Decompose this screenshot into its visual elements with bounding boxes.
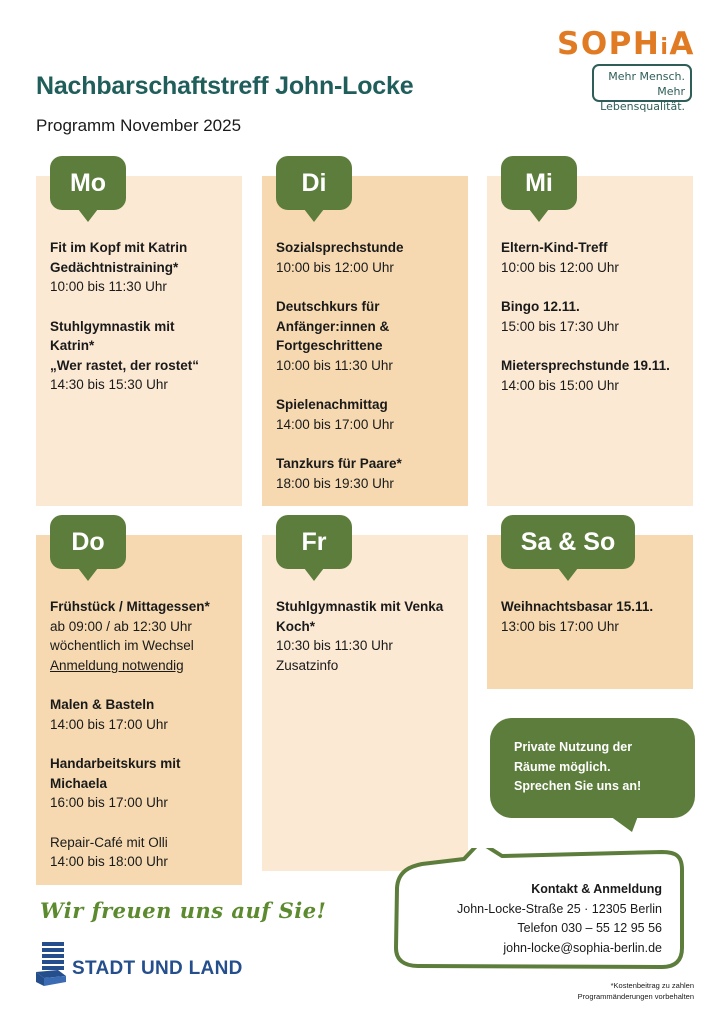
page-title: Nachbarschaftstreff John-Locke: [36, 72, 414, 100]
event-item: Stuhlgymnastik mit Venka Koch* 10:30 bis 11:30 Uhr Zusatzinfo: [276, 599, 444, 673]
event-item: Tanzkurs für Paare* 18:00 bis 19:30 Uhr: [276, 456, 402, 491]
day-badge-weekend: Sa & So: [501, 515, 635, 569]
event-item: Frühstück / Mittagessen* ab 09:00 / ab 12:30 Uhr wöchentlich im Wechsel Anmeldung notwendig: [50, 599, 210, 673]
contact-heading: Kontakt & Anmeldung: [531, 882, 662, 896]
footnote: *Kostenbeitrag zu zahlen Programmänderungen vorbehalten: [577, 981, 694, 1001]
contact-box: [392, 848, 686, 970]
event-item: Bingo 12.11. 15:00 bis 17:30 Uhr: [501, 299, 619, 334]
contact-email: john-locke@sophia-berlin.de: [503, 940, 662, 955]
stadt-und-land-logo: STADT UND LAND: [36, 940, 256, 986]
slogan: Wir freuen uns auf Sie!: [40, 898, 327, 923]
day-badge-tuesday: Di: [276, 156, 352, 210]
page-subtitle: Programm November 2025: [36, 116, 242, 135]
day-badge-wednesday: Mi: [501, 156, 577, 210]
day-badge-thursday: Do: [50, 515, 126, 569]
event-item: Mietersprechstunde 19.11. 14:00 bis 15:00 Uhr: [501, 358, 670, 393]
day-panel-weekend: [487, 527, 693, 689]
event-item: Stuhlgymnastik mit Katrin* „Wer rastet, der rostet“ 14:30 bis 15:30 Uhr: [50, 318, 200, 392]
day-panel-friday: [262, 527, 468, 871]
contact-phone: Telefon 030 – 55 12 95 56: [517, 921, 662, 935]
logo-tagline: Mehr Mensch. Mehr Lebensqualität.: [592, 64, 692, 102]
event-item: Handarbeitskurs mit Michaela 16:00 bis 17:00 Uhr: [50, 756, 181, 810]
logo-wordmark: SOPHiA: [557, 26, 695, 62]
sophia-logo: [556, 26, 696, 113]
event-item: Deutschkurs für Anfänger:innen & Fortgeschrittene 10:00 bis 11:30 Uhr: [276, 299, 393, 373]
day-panel-monday: [36, 168, 242, 506]
day-panel-thursday: [36, 527, 242, 885]
private-use-bubble: Private Nutzung der Räume möglich. Sprechen Sie uns an!: [490, 718, 695, 818]
event-item: Malen & Basteln 14:00 bis 17:00 Uhr: [50, 697, 168, 732]
day-panel-tuesday: [262, 168, 468, 506]
event-item: Eltern-Kind-Treff 10:00 bis 12:00 Uhr: [501, 240, 619, 275]
day-badge-friday: Fr: [276, 515, 352, 569]
event-item: Sozialsprechstunde 10:00 bis 12:00 Uhr: [276, 240, 404, 275]
event-item: Fit im Kopf mit Katrin Gedächtnistraining* 10:00 bis 11:30 Uhr: [50, 240, 188, 294]
day-badge-monday: Mo: [50, 156, 126, 210]
day-panel-wednesday: [487, 168, 693, 506]
building-icon: [36, 940, 68, 986]
event-item: Weihnachtsbasar 15.11. 13:00 bis 17:00 Uhr: [501, 599, 654, 634]
event-item: Repair-Café mit Olli 14:00 bis 18:00 Uhr: [50, 834, 168, 869]
event-item: Spielenachmittag 14:00 bis 17:00 Uhr: [276, 397, 394, 432]
contact-address: John-Locke-Straße 25 · 12305 Berlin: [457, 901, 662, 916]
